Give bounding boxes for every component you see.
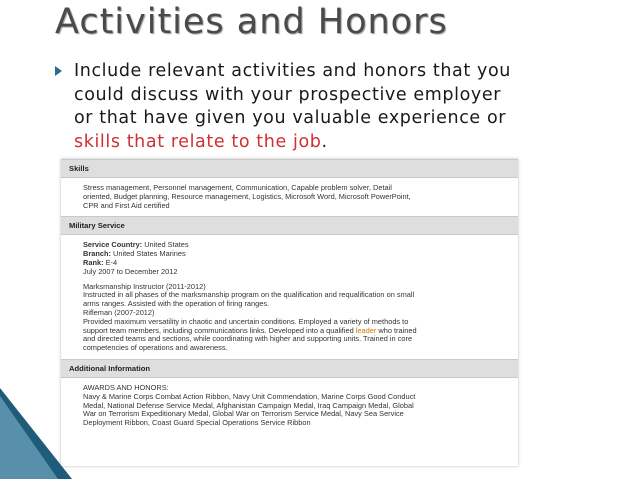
additional-heading: Additional Information xyxy=(61,359,518,378)
rank-label: Rank: xyxy=(83,257,104,267)
role-description: competencies of operations and awareness. xyxy=(83,343,228,353)
awards-line: Medal, National Defense Service Medal, Afghanistan Campaign Medal, Iraq Campaign Medal, Global xyxy=(83,400,414,410)
bullet-text xyxy=(74,60,525,154)
leader-highlight: leader xyxy=(355,325,377,335)
bullet-text-main: Include relevant activities and honors that you could discuss with your prospective employer or that have given you valuable experience or xyxy=(74,61,511,128)
bullet-text-highlight: skills that relate to the job xyxy=(74,131,322,152)
skills-heading: Skills xyxy=(61,159,518,178)
rank-value: E-4 xyxy=(105,257,118,267)
awards-line: War on Terrorism Expeditionary Medal, Global War on Terrorism Service Medal, Navy Sea Service xyxy=(83,409,404,419)
skills-body xyxy=(61,178,518,216)
additional-body xyxy=(61,378,518,434)
role-title: Marksmanship Instructor (2011-2012) xyxy=(83,281,206,291)
role-title: Rifleman (2007-2012) xyxy=(83,307,155,317)
military-body xyxy=(61,235,518,359)
service-country-value: United States xyxy=(144,240,189,250)
service-dates: July 2007 to December 2012 xyxy=(83,266,178,276)
service-country-label: Service Country: xyxy=(83,240,143,250)
bullet-text-suffix: . xyxy=(321,131,328,152)
bullet-point xyxy=(55,60,525,154)
role-description: Provided maximum versatility in chaotic and uncertain conditions. Employed a variety of methods to xyxy=(83,316,409,326)
slide-title: Activities and Honors xyxy=(55,2,448,42)
awards-line: Deployment Ribbon, Coast Guard Special Operations Service Ribbon xyxy=(83,418,311,428)
resume-screenshot xyxy=(61,159,518,466)
role-description: and directed teams and sections, while coordinating with higher and supporting units. Trained in core xyxy=(83,334,413,344)
role-description: arms ranges. Assisted with the operation of firing ranges. xyxy=(83,299,270,309)
role-description-text: support team members, including communications links. Developed into a qualified xyxy=(83,325,356,335)
branch-label: Branch: xyxy=(83,249,111,259)
role-description-text: who trained xyxy=(376,325,417,335)
skills-line: CPR and First Aid certified xyxy=(83,200,170,210)
branch xyxy=(83,250,496,259)
role-description: Instructed in all phases of the marksmanship program on the qualification and requalification on small xyxy=(83,290,415,300)
awards-line: Navy & Marine Corps Combat Action Ribbon, Navy Unit Commendation, Marine Corps Good Conduct xyxy=(83,391,416,401)
corner-decoration xyxy=(0,388,72,479)
military-heading: Military Service xyxy=(61,216,518,235)
branch-value: United States Marines xyxy=(113,249,186,259)
awards-label: AWARDS AND HONORS: xyxy=(83,382,169,392)
triangle-bullet-icon xyxy=(55,66,62,76)
skills-line: Stress management, Personnel management, Communication, Capable problem solver, Detail xyxy=(83,183,392,192)
skills-line: oriented, Budget planning, Resource management, Logistics, Microsoft Word, Microsoft PowerPoint, xyxy=(83,191,411,201)
